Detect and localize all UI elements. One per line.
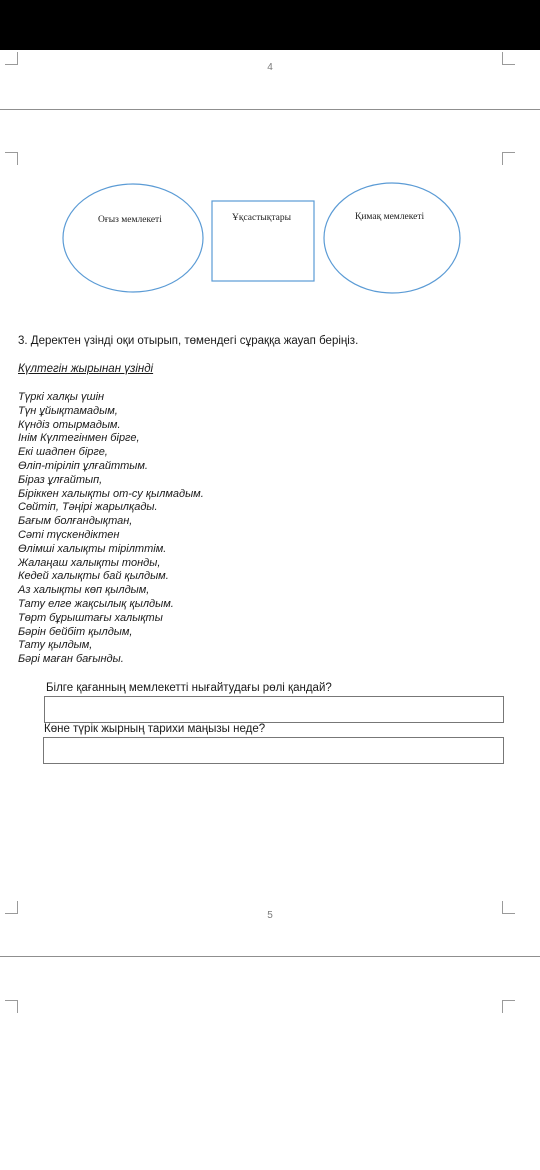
poem-line: Өлімші халықты тірілттім.	[18, 542, 167, 555]
left-oval	[63, 184, 203, 292]
right-oval-label: Қимақ мемлекеті	[355, 212, 425, 222]
poem-line: Сәті түскендіктен	[18, 528, 120, 541]
poem-line: Жалаңаш халықты тонды,	[18, 556, 161, 569]
page-separator	[0, 956, 540, 957]
poem-line: Түркі халқы үшін	[18, 391, 105, 403]
poem-line: Күндіз отырмадым.	[18, 418, 121, 431]
poem-line: Тату елге жақсылық қылдым.	[18, 597, 174, 610]
question-2: Көне түрік жырның тарихи маңызы неде?	[44, 723, 266, 735]
question-1: Білге қағанның мемлекетті нығайтудағы рөлі қандай?	[46, 682, 332, 694]
margin-corner-mark	[5, 1000, 18, 1013]
poem-text	[18, 391, 204, 667]
margin-corner-mark	[5, 152, 18, 165]
poem-line: Кедей халықты бай қылдым.	[18, 570, 169, 583]
poem-line: Бәрі маған бағынды.	[18, 653, 124, 666]
poem-line: Бағым болғандықтан,	[18, 515, 133, 528]
page-number: 4	[267, 62, 273, 73]
poem-line: Біріккен халықты от-су қылмадым.	[18, 487, 204, 500]
answer-box-1[interactable]	[44, 696, 504, 723]
poem-line: Екі шадпен бірге,	[18, 446, 108, 459]
poem-line: Біраз ұлғайтып,	[18, 473, 103, 486]
poem-line: Інім Күлтегінмен бірге,	[18, 432, 140, 445]
poem-line: Бәрін бейбіт қылдым,	[18, 625, 133, 638]
poem-title: Күлтегін жырынан үзінді	[18, 363, 154, 375]
poem-line: Түн ұйықтамадым,	[18, 404, 118, 417]
poem-line: Сөйтіп, Тәңірі жарылқады.	[18, 501, 158, 514]
answer-box-2[interactable]	[43, 737, 504, 764]
poem-line: Аз халықты көп қылдым,	[18, 584, 150, 597]
margin-corner-mark	[502, 1000, 515, 1013]
page-separator	[0, 109, 540, 110]
center-box-label: Ұқсастықтары	[232, 213, 292, 223]
poem-line: Өліп-тіріліп ұлғайттым.	[18, 459, 148, 472]
poem-line: Тату қылдым,	[18, 639, 93, 652]
page-number: 5	[267, 910, 273, 921]
poem-line: Төрт бұрыштағы халықты	[18, 611, 163, 624]
comparison-diagram	[0, 175, 540, 305]
margin-corner-mark	[502, 152, 515, 165]
right-oval	[324, 183, 460, 293]
left-oval-label: Оғыз мемлекеті	[98, 215, 162, 225]
task-instruction: 3. Деректен үзінді оқи отырып, төмендегі сұраққа жауап беріңіз.	[18, 335, 359, 347]
top-black-bar	[0, 0, 540, 50]
